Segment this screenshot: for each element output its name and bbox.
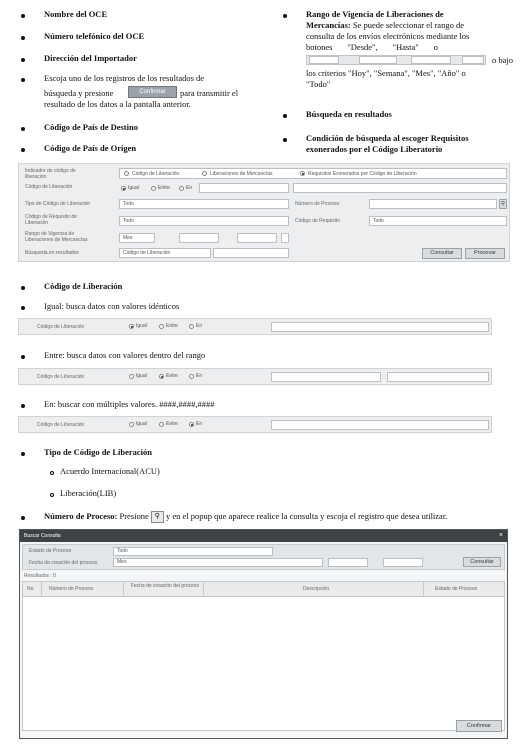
select-value: Todo bbox=[123, 218, 134, 224]
option-label: En bbox=[196, 323, 203, 329]
date-range-control-sample bbox=[306, 55, 486, 65]
bullet bbox=[21, 355, 25, 359]
search-icon: ⚲ bbox=[151, 511, 164, 523]
en-field-sample bbox=[18, 416, 492, 433]
radio-igual bbox=[129, 374, 134, 379]
cond-line2: exonerados por el Código Liberatorio bbox=[306, 144, 443, 154]
calendar-icon bbox=[462, 56, 484, 64]
radio-entre[interactable] bbox=[151, 186, 156, 191]
process-button[interactable]: Procesar bbox=[465, 248, 505, 259]
codigo-input bbox=[271, 322, 489, 332]
option-label: Requisitos Exonerados por Código de Liberación bbox=[308, 171, 417, 177]
radio-en bbox=[189, 374, 194, 379]
select-value: Todo bbox=[373, 218, 384, 224]
radio-en[interactable] bbox=[179, 186, 184, 191]
tipo-heading: Tipo de Código de Liberación bbox=[44, 447, 152, 457]
search-icon[interactable]: ⚲ bbox=[500, 201, 506, 207]
f2-label: Fecha de creación del proceso bbox=[29, 560, 98, 566]
calendar-icon[interactable] bbox=[281, 233, 289, 243]
bullet bbox=[21, 78, 25, 82]
bullet bbox=[21, 14, 25, 18]
col-header: Número de Proceso bbox=[49, 586, 94, 592]
period-select[interactable] bbox=[119, 233, 155, 243]
codigo-to-input bbox=[387, 372, 489, 382]
bullet bbox=[21, 127, 25, 131]
radio-entre bbox=[159, 374, 164, 379]
option-label: Código de Liberación bbox=[132, 171, 180, 177]
option-label: Igual bbox=[136, 323, 147, 329]
rango-line2: Mercancías: Se puede seleccionar el rango de bbox=[306, 20, 464, 30]
select-value: Mes bbox=[123, 235, 133, 241]
radio-en bbox=[189, 324, 194, 329]
date-from[interactable] bbox=[328, 558, 368, 567]
field-label: Código de Liberación bbox=[37, 374, 85, 380]
popup-filter-panel bbox=[22, 544, 505, 570]
igual-field-sample bbox=[18, 318, 492, 335]
date-to[interactable] bbox=[383, 558, 423, 567]
date-from-input bbox=[359, 56, 397, 64]
radio-entre bbox=[159, 422, 164, 427]
row1-label: Indicador de código de liberación bbox=[25, 168, 76, 180]
tipo-lib: Liberación(LIB) bbox=[60, 488, 117, 498]
bullet bbox=[21, 306, 25, 310]
bullet bbox=[283, 114, 287, 118]
option-label: Igual bbox=[136, 373, 147, 379]
option-label: Igual bbox=[128, 185, 139, 191]
col-header: Fecha de creación del proceso bbox=[130, 583, 200, 589]
item-telefono-oce: Número telefónico del OCE bbox=[44, 31, 145, 41]
popup-window bbox=[19, 529, 508, 739]
popup-consult-button[interactable]: Consultar bbox=[463, 557, 501, 567]
option-label: Igual bbox=[136, 421, 147, 427]
proceso-text: Número de Proceso: Presione ⚲ y en el popup que aparece realice la consulta y escoja el registro que desea utilizar. bbox=[44, 511, 447, 523]
field-label: Código de Liberación bbox=[37, 422, 85, 428]
codigo-multi-input bbox=[271, 420, 489, 430]
option-label: Entre bbox=[158, 185, 170, 191]
option-label: Entre bbox=[166, 323, 178, 329]
col-header: Estado de Proceso bbox=[435, 586, 478, 592]
option-label: Entre bbox=[166, 421, 178, 427]
bullet bbox=[21, 286, 25, 290]
row3-label: Tipo de Código de Liberación bbox=[25, 201, 91, 207]
rango-line3: consulta de los envíos electrónicos mediante los bbox=[306, 31, 470, 41]
proceso-input[interactable] bbox=[369, 199, 497, 209]
row5-label: Rango de Vigencia de Liberaciones de Mercancías bbox=[25, 231, 88, 243]
codigo-heading: Código de Liberación bbox=[44, 281, 123, 291]
radio[interactable] bbox=[300, 171, 305, 176]
close-icon[interactable]: × bbox=[498, 532, 503, 539]
popup-title: Buscar Consulta bbox=[24, 533, 61, 539]
select-value: Todo bbox=[123, 201, 134, 207]
row4b-label: Código de Requisito bbox=[295, 218, 341, 224]
row4-label: Código de Requisito de Liberación bbox=[25, 214, 77, 226]
busqueda-select[interactable] bbox=[119, 248, 211, 258]
tipo-acu: Acuerdo Internacional(ACU) bbox=[60, 466, 160, 476]
cond-line1: Condición de búsqueda al escoger Requisitos bbox=[306, 133, 469, 143]
rango-line1: Rango de Vigencia de Liberaciones de bbox=[306, 9, 444, 19]
entre-text: Entre: busca datos con valores dentro del rango bbox=[44, 350, 206, 360]
col-sep bbox=[41, 582, 42, 596]
period-select bbox=[309, 56, 339, 64]
radio-entre bbox=[159, 324, 164, 329]
radio[interactable] bbox=[202, 171, 207, 176]
option-label: Entre bbox=[166, 373, 178, 379]
option-label: En bbox=[186, 185, 193, 191]
rango-line6: los criterios "Hoy", "Semana", "Mes", "Año" o bbox=[306, 68, 466, 78]
row2-label: Código de Liberación bbox=[25, 184, 73, 190]
table-header bbox=[23, 582, 504, 597]
bullet bbox=[21, 58, 25, 62]
en-text: En: buscar con múltiples valores. ####,####,#### bbox=[44, 399, 215, 409]
choose-line2b: para transmitir el bbox=[180, 88, 239, 98]
radio-igual bbox=[129, 422, 134, 427]
requisito-select[interactable] bbox=[369, 216, 507, 226]
confirm-button-sample: Confirmar bbox=[128, 86, 177, 98]
codigo-from-input bbox=[271, 372, 381, 382]
rango-line7: "Todo" bbox=[306, 79, 331, 89]
consult-button[interactable]: Consultar bbox=[422, 248, 462, 259]
field-label: Código de Liberación bbox=[37, 324, 85, 330]
select-value: Código de Liberación bbox=[123, 250, 171, 256]
sub-bullet bbox=[50, 493, 54, 497]
item-pais-destino: Código de País de Destino bbox=[44, 122, 138, 132]
option-label: En bbox=[196, 373, 203, 379]
item-nombre-oce: Nombre del OCE bbox=[44, 9, 108, 19]
codigo-input[interactable] bbox=[199, 183, 289, 193]
date-to[interactable] bbox=[237, 233, 277, 243]
col-sep bbox=[423, 582, 424, 596]
item-pais-origen: Código de País de Origen bbox=[44, 143, 137, 153]
choose-line1: Escoja uno de los registros de los resultados de bbox=[44, 73, 205, 83]
col-header: Descripción bbox=[303, 586, 330, 592]
radio-igual bbox=[129, 324, 134, 329]
bullet bbox=[283, 138, 287, 142]
fecha-select[interactable] bbox=[113, 558, 323, 567]
results-table bbox=[22, 581, 505, 731]
popup-confirm-button[interactable]: Confirmar bbox=[456, 720, 502, 732]
col-header: No bbox=[27, 586, 34, 592]
choose-line3: resultado de los datos a la pantalla anterior. bbox=[44, 99, 191, 109]
option-label: En bbox=[196, 421, 203, 427]
entre-field-sample bbox=[18, 368, 492, 385]
col-sep bbox=[203, 582, 204, 596]
choose-line2a: búsqueda y presione bbox=[44, 88, 114, 98]
estado-select[interactable] bbox=[113, 547, 273, 556]
radio[interactable] bbox=[124, 171, 129, 176]
igual-text: Igual: busca datos con valores idénticos bbox=[44, 301, 180, 311]
codigo-input-2[interactable] bbox=[293, 183, 507, 193]
busqueda-input[interactable] bbox=[213, 248, 289, 258]
f1-label: Estado de Proceso bbox=[29, 548, 72, 554]
item-direccion: Dirección del Importador bbox=[44, 53, 137, 63]
bullet bbox=[283, 14, 287, 18]
row1-options bbox=[119, 168, 507, 179]
date-from[interactable] bbox=[179, 233, 219, 243]
search-form-panel bbox=[18, 163, 510, 262]
select-value: Todo bbox=[117, 548, 128, 554]
rango-line5: o bajo bbox=[492, 55, 514, 65]
row3b-label: Número de Proceso bbox=[295, 201, 340, 207]
select-value: Mes bbox=[117, 559, 127, 565]
option-label: Liberaciones de Mercancías bbox=[210, 171, 273, 177]
requisito-lib-select[interactable] bbox=[119, 216, 289, 226]
radio-igual[interactable] bbox=[121, 186, 126, 191]
bullet bbox=[21, 404, 25, 408]
popup-titlebar bbox=[20, 530, 507, 542]
row6-label: Búsqueda en resultados bbox=[25, 250, 79, 256]
radio-en bbox=[189, 422, 194, 427]
col-sep bbox=[123, 582, 124, 596]
rango-line4: botones "Desde", "Hasta" o bbox=[306, 42, 438, 52]
bullet bbox=[21, 452, 25, 456]
bullet bbox=[21, 36, 25, 40]
tipo-select[interactable] bbox=[119, 199, 289, 209]
date-to-input bbox=[411, 56, 451, 64]
bullet bbox=[21, 516, 25, 520]
bullet bbox=[21, 148, 25, 152]
sub-bullet bbox=[50, 471, 54, 475]
result-count: Resultados : 0 bbox=[24, 573, 56, 579]
item-busqueda: Búsqueda en resultados bbox=[306, 109, 392, 119]
